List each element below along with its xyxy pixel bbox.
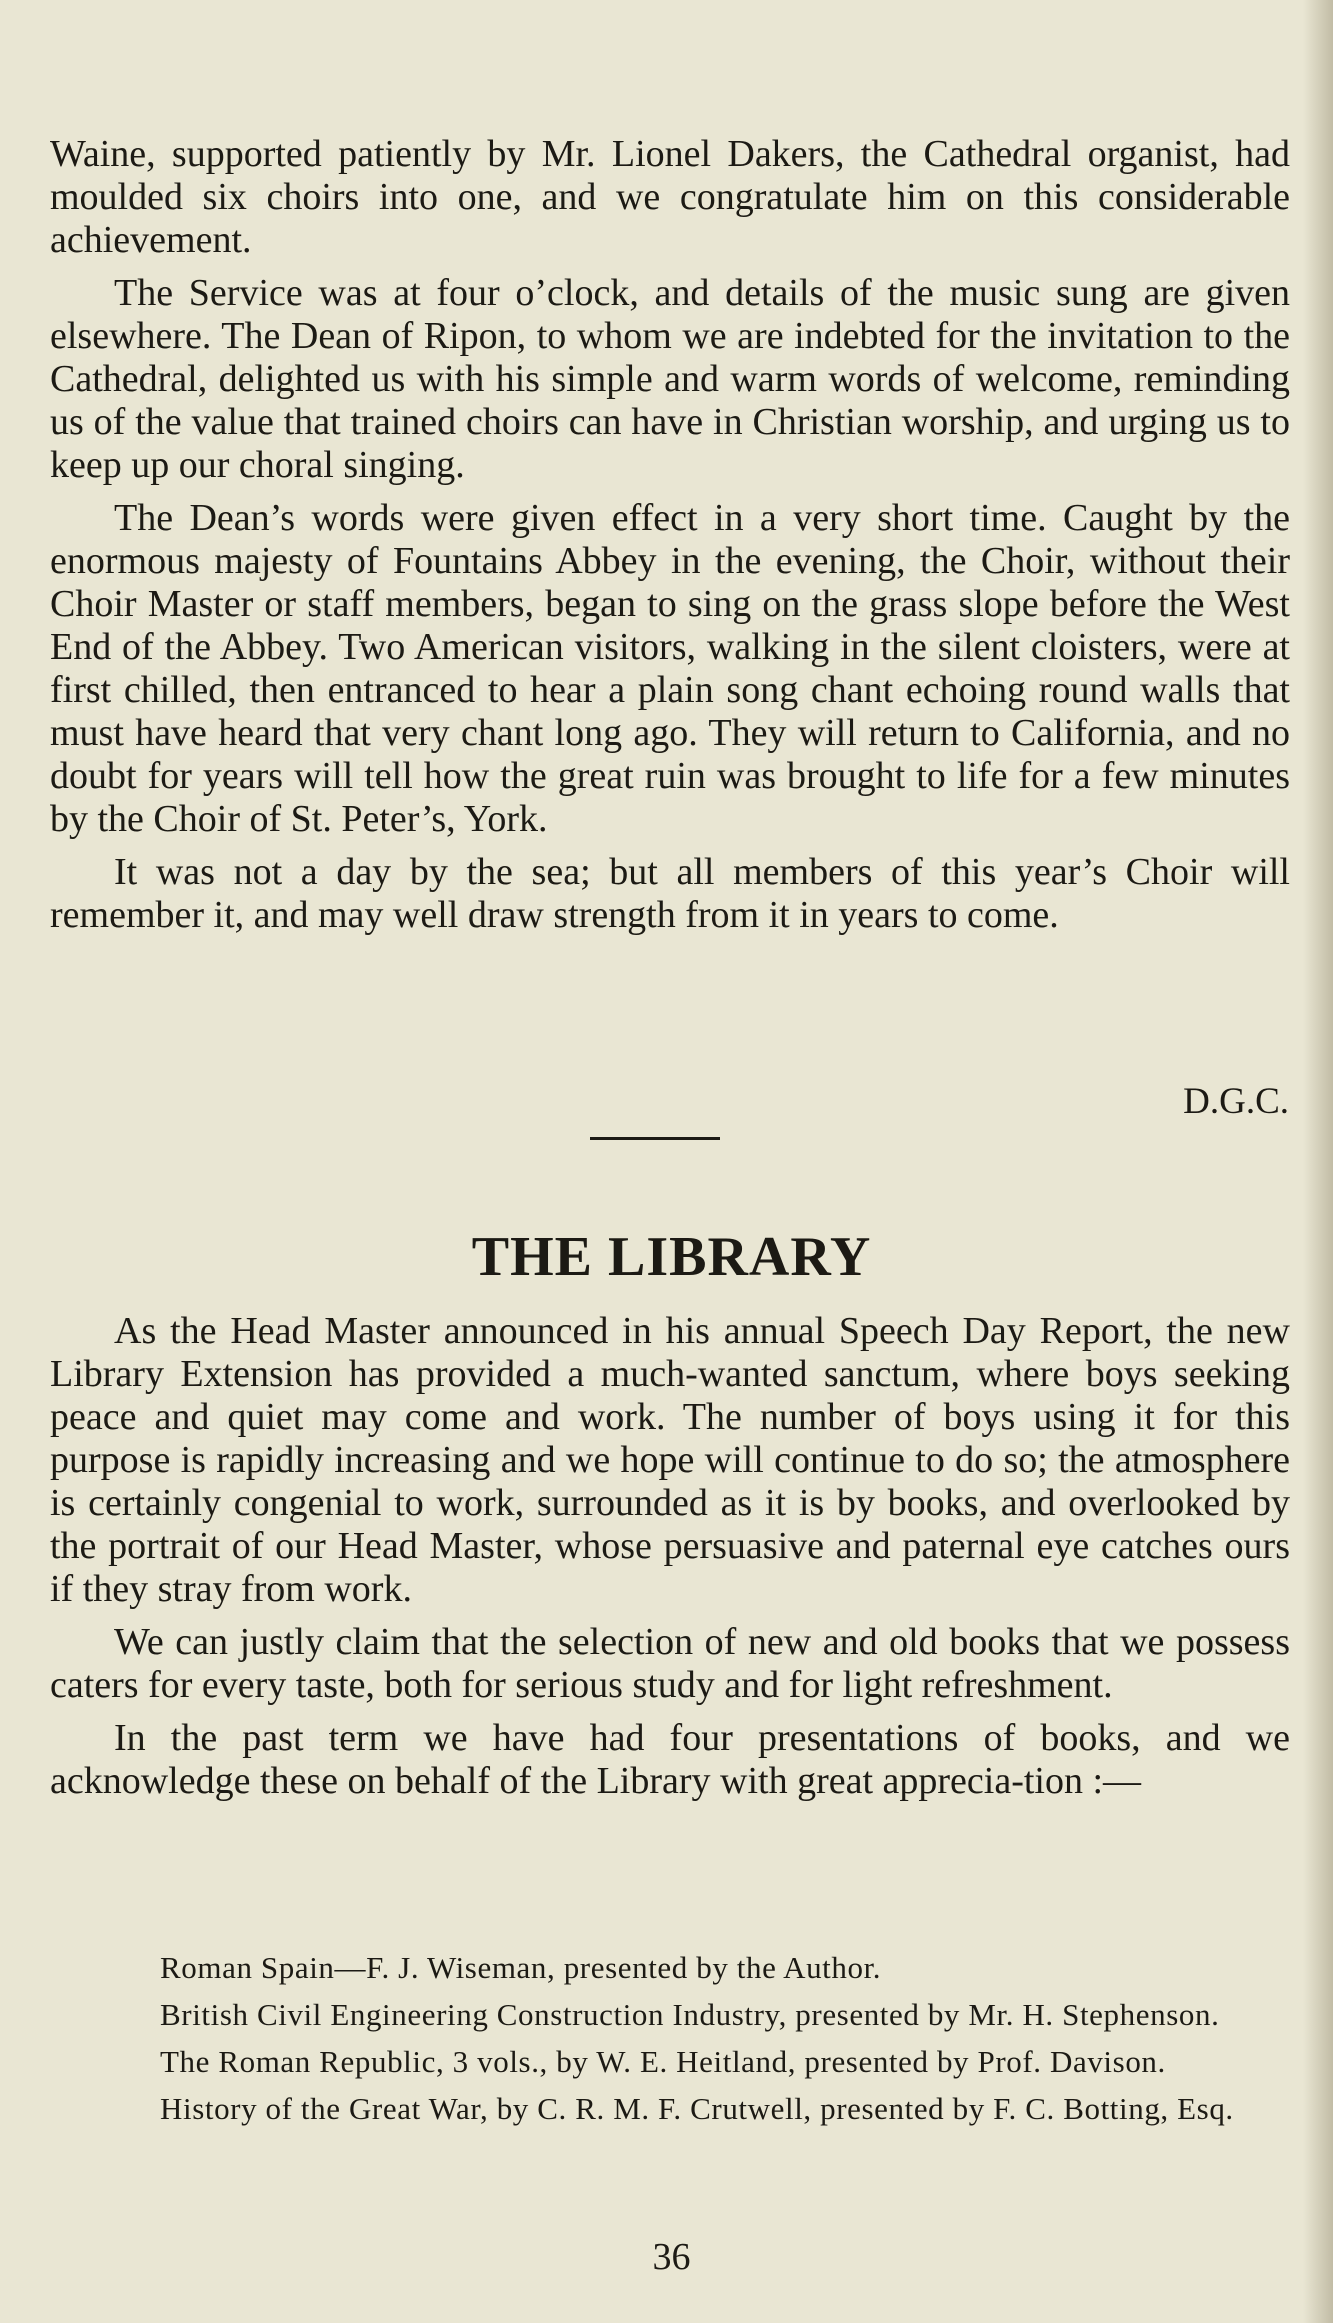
- list-item: British Civil Engineering Construction Industry, presented by Mr. H. Stephenson.: [160, 1997, 1220, 2032]
- article-library: [50, 1310, 1290, 1803]
- page-edge-shadow: [1303, 0, 1333, 2323]
- paragraph: It was not a day by the sea; but all members of this year’s Choir will remember it, and may well draw strength from it in years to come.: [50, 851, 1290, 936]
- paragraph: In the past term we have had four presentations of books, and we acknowledge these on behalf of the Library with great apprecia-tion :—: [50, 1717, 1290, 1802]
- article-choir-continuation: [50, 133, 1290, 937]
- author-initials: D.G.C.: [1183, 1081, 1289, 1122]
- paragraph: Waine, supported patiently by Mr. Lionel Dakers, the Cathedral organist, had moulded six choirs into one, and we congratulate him on this considerable achievement.: [50, 133, 1290, 261]
- paragraph: We can justly claim that the selection of new and old books that we possess caters for every taste, both for serious study and for light refreshment.: [50, 1621, 1290, 1706]
- paragraph: The Dean’s words were given effect in a very short time. Caught by the enormous majesty of Fountains Abbey in the evening, the Choir, without their Choir Master or staff members, began to sing on the grass slope before the West End of the Abbey. Two American visitors, walking in the silent cloisters, were at first chilled, then entranced to hear a plain song chant echoing round walls that must have heard that very chant long ago. They will return to California, and no doubt for years will tell how the great ruin was brought to life for a few minutes by the Choir of St. Peter’s, York.: [50, 497, 1290, 840]
- section-title: THE LIBRARY: [471, 1226, 872, 1288]
- list-item: The Roman Republic, 3 vols., by W. E. Heitland, presented by Prof. Davison.: [160, 2044, 1166, 2079]
- paragraph: As the Head Master announced in his annual Speech Day Report, the new Library Extension has provided a much-wanted sanctum, where boys seeking peace and quiet may come and work. The number of boys using it for this purpose is rapidly increasing and we hope will continue to do so; the atmosphere is certainly congenial to work, surrounded as it is by books, and overlooked by the portrait of our Head Master, whose persuasive and paternal eye catches ours if they stray from work.: [50, 1310, 1290, 1610]
- page-number: 36: [652, 2236, 691, 2278]
- list-item: History of the Great War, by C. R. M. F. Crutwell, presented by F. C. Botting, Esq.: [160, 2091, 1234, 2126]
- list-item: Roman Spain—F. J. Wiseman, presented by the Author.: [160, 1950, 882, 1985]
- section-divider: [590, 1137, 720, 1140]
- presentations-list: [160, 1949, 1285, 2137]
- paragraph: The Service was at four o’clock, and details of the music sung are given elsewhere. The Dean of Ripon, to whom we are indebted for the invitation to the Cathedral, delighted us with his simple and warm words of welcome, reminding us of the value that trained choirs can have in Christian worship, and urging us to keep up our choral singing.: [50, 272, 1290, 486]
